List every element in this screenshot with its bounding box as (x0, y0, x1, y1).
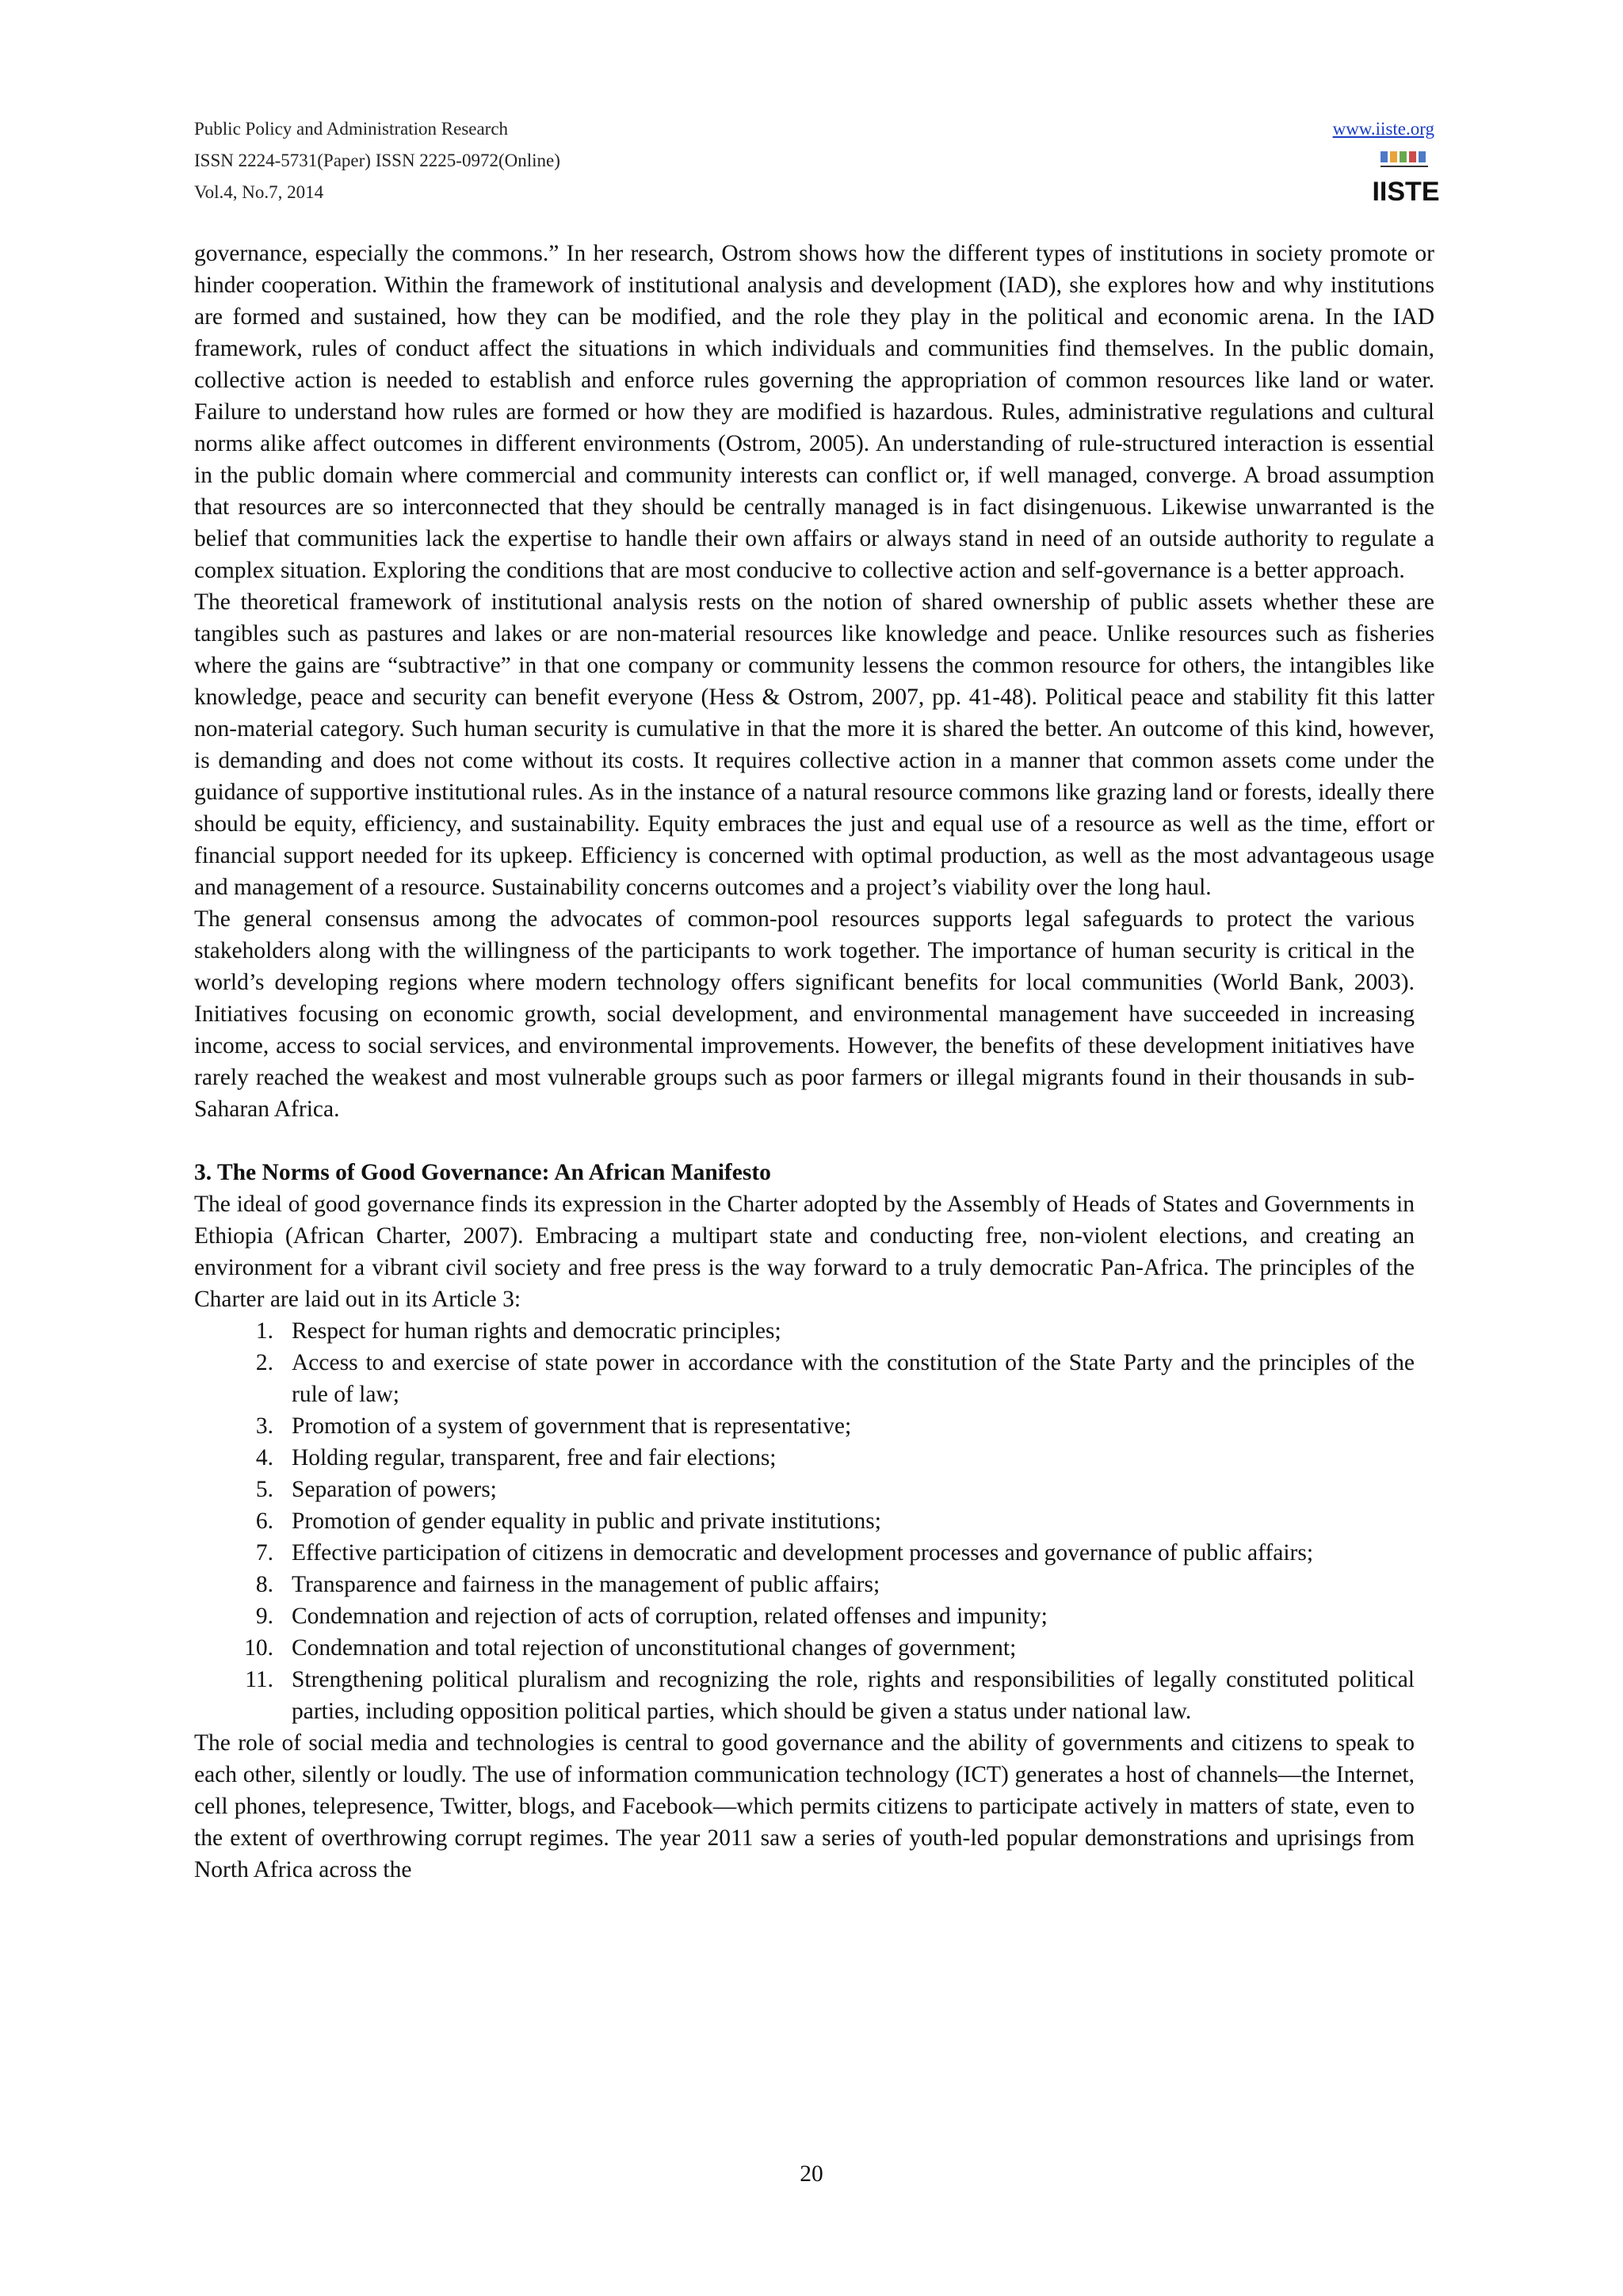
page-header (194, 113, 1440, 208)
list-item: 8. Transparence and fairness in the management of public affairs; (255, 1572, 880, 1597)
list-item: 5. Separation of powers; (255, 1477, 497, 1502)
journal-title: Public Policy and Administration Research (194, 119, 509, 139)
list-item: 10. Condemnation and total rejection of unconstitutional changes of government; (244, 1635, 1017, 1661)
list-item: 7. Effective participation of citizens in democratic and development processes and governance of public affairs; (255, 1540, 1314, 1566)
list-item: 11. Strengthening political pluralism and recognizing the role, rights and responsibilities of legally constituted political parties, including opposition political parties, which should be given a status under national law. (245, 1667, 1415, 1724)
list-item: 3. Promotion of a system of government that is representative; (255, 1413, 852, 1439)
journal-info (194, 113, 560, 208)
issn-line: ISSN 2224-5731(Paper) ISSN 2225-0972(Online) (194, 151, 560, 170)
logo-text: IISTE (1372, 177, 1440, 207)
volume-line: Vol.4, No.7, 2014 (194, 182, 324, 202)
charter-principles-list (194, 1315, 1415, 1727)
page-number: 20 (800, 2161, 823, 2187)
paragraph-ostrom: governance, especially the commons.” In her research, Ostrom shows how the different types of institutions in society promote or hinder cooperation. Within the framework of institutional analysis and development (IAD), she explores how and why institutions are formed and sustained, how they can be modified, and the role they play in the political and economic arena. In the IAD framework, rules of conduct affect the situations in which individuals and communities find themselves. In the public domain, collective action is needed to establish and enforce rules governing the appropriation of common resources like land or water. Failure to understand how rules are formed or how they are modified is hazardous. Rules, administrative regulations and cultural norms alike affect outcomes in different environments (Ostrom, 2005). An understanding of rule-structured interaction is essential in the public domain where commercial and community interests can conflict or, if well managed, converge. A broad assumption that resources are so interconnected that they should be centrally managed is in fact disingenuous. Likewise unwarranted is the belief that communities lack the expertise to handle their own affairs or always stand in need of an outside authority to regulate a complex situation. Exploring the conditions that are most conducive to collective action and self-governance is a better approach. (194, 241, 1434, 583)
list-item: 2. Access to and exercise of state power in accordance with the constitution of the State Party and the principles of the rule of law; (255, 1350, 1415, 1407)
iiste-logo-icon (1372, 148, 1440, 207)
list-item: 1. Respect for human rights and democratic principles; (255, 1318, 781, 1344)
list-item: 6. Promotion of gender equality in public and private institutions; (255, 1508, 881, 1534)
list-item: 4. Holding regular, transparent, free and fair elections; (255, 1445, 777, 1470)
article-body (194, 238, 1434, 1886)
section-heading: 3. The Norms of Good Governance: An African Manifesto (194, 1160, 771, 1185)
paragraph-general-consensus: The general consensus among the advocates of common-pool resources supports legal safeguards to protect the various stakeholders along with the willingness of the participants to work together. The importance of human security is critical in the world’s developing regions where modern technology offers significant benefits for local communities (World Bank, 2003). Initiatives focusing on economic growth, social development, and environmental management have succeeded in increasing income, access to social services, and environmental improvements. However, the benefits of these development initiatives have rarely reached the weakest and most vulnerable groups such as poor farmers or illegal migrants found in their thousands in sub-Saharan Africa. (194, 906, 1415, 1122)
paragraph-theoretical-framework: The theoretical framework of institutional analysis rests on the notion of shared ownership of public assets whether these are tangibles such as pastures and lakes or are non-material resources like knowledge and peace. Unlike resources such as fisheries where the gains are “subtractive” in that one company or community lessens the common resource for others, the intangibles like knowledge, peace and security can benefit everyone (Hess & Ostrom, 2007, pp. 41-48). Political peace and stability fit this latter non-material category. Such human security is cumulative in that the more it is shared the better. An outcome of this kind, however, is demanding and does not come without its costs. It requires collective action in a manner that common assets come under the guidance of supportive institutional rules. As in the instance of a natural resource commons like grazing land or forests, ideally there should be equity, efficiency, and sustainability. Equity embraces the just and equal use of a resource as well as the time, effort or financial support needed for its upkeep. Efficiency is concerned with optimal production, as well as the most advantageous usage and management of a resource. Sustainability concerns outcomes and a project’s viability over the long haul. (194, 589, 1434, 900)
section-intro: The ideal of good governance finds its expression in the Charter adopted by the Assembly of Heads of States and Governments in Ethiopia (African Charter, 2007). Embracing a multipart state and conducting free, non-violent elections, and creating an environment for a vibrant civil society and free press is the way forward to a truly democratic Pan-Africa. The principles of the Charter are laid out in its Article 3: (194, 1192, 1415, 1312)
paragraph-social-media: The role of social media and technologies is central to good governance and the ability of governments and citizens to speak to each other, silently or loudly. The use of information communication technology (ICT) generates a host of channels—the Internet, cell phones, telepresence, Twitter, blogs, and Facebook—which permits citizens to participate actively in matters of state, even to the extent of overthrowing corrupt regimes. The year 2011 saw a series of youth-led popular demonstrations and uprisings from North Africa across the (194, 1730, 1415, 1882)
journal-website-link[interactable]: www.iiste.org (1332, 119, 1434, 139)
list-item: 9. Condemnation and rejection of acts of corruption, related offenses and impunity; (255, 1604, 1048, 1629)
